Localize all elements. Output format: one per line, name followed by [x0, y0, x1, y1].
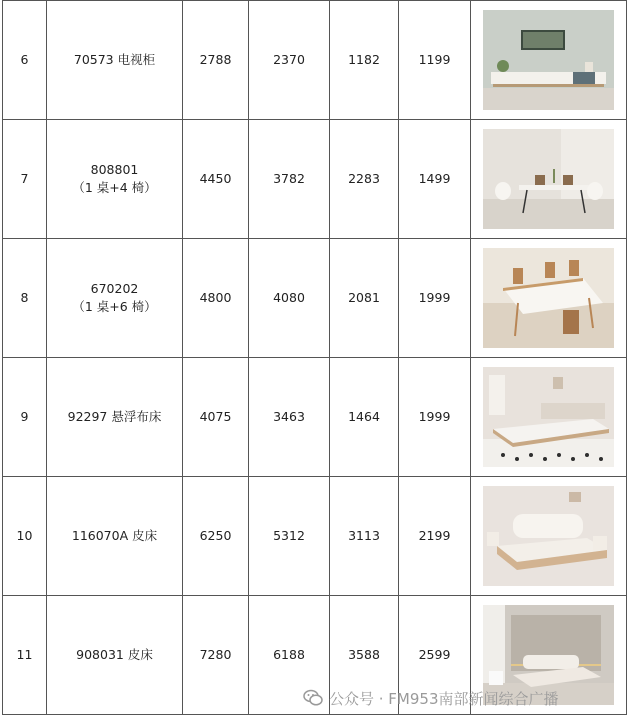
price-3: 2283: [330, 120, 399, 239]
price-table: [2, 0, 627, 715]
price-3: 2081: [330, 239, 399, 358]
price-1: 4800: [183, 239, 249, 358]
price-3: 1182: [330, 1, 399, 120]
price-3: 3588: [330, 596, 399, 715]
row-number: 11: [3, 596, 47, 715]
price-1: 7280: [183, 596, 249, 715]
price-2: 5312: [249, 477, 330, 596]
price-4: 2599: [399, 596, 471, 715]
price-4: 1499: [399, 120, 471, 239]
row-number: 8: [3, 239, 47, 358]
watermark: [303, 686, 559, 710]
product-name: 670202 （1 桌+6 椅）: [47, 239, 183, 358]
row-number: 10: [3, 477, 47, 596]
product-name: 116070A 皮床: [47, 477, 183, 596]
table-row: [3, 120, 627, 239]
price-2: 6188: [249, 596, 330, 715]
watermark-text: 公众号 · FM953南部新闻综合广播: [329, 689, 559, 708]
floating-fabric-bed-photo: [483, 367, 614, 467]
row-number: 9: [3, 358, 47, 477]
table-row: [3, 358, 627, 477]
dining-set-4-chairs-photo: [483, 129, 614, 229]
product-image-cell: [471, 1, 627, 120]
wechat-icon: [303, 689, 323, 707]
product-image-cell: [471, 120, 627, 239]
price-1: 2788: [183, 1, 249, 120]
price-1: 4450: [183, 120, 249, 239]
price-4: 1999: [399, 358, 471, 477]
product-name: 808801 （1 桌+4 椅）: [47, 120, 183, 239]
price-2: 4080: [249, 239, 330, 358]
row-number: 7: [3, 120, 47, 239]
product-name: 92297 悬浮布床: [47, 358, 183, 477]
row-number: 6: [3, 1, 47, 120]
price-2: 2370: [249, 1, 330, 120]
price-4: 2199: [399, 477, 471, 596]
dining-set-6-chairs-photo: [483, 248, 614, 348]
table-row: [3, 1, 627, 120]
product-name: 70573 电视柜: [47, 1, 183, 120]
table-row: [3, 239, 627, 358]
product-image-cell: [471, 239, 627, 358]
price-4: 1999: [399, 239, 471, 358]
table-row: [3, 477, 627, 596]
price-2: 3782: [249, 120, 330, 239]
price-1: 4075: [183, 358, 249, 477]
leather-bed-photo: [483, 486, 614, 586]
product-image-cell: [471, 477, 627, 596]
price-3: 1464: [330, 358, 399, 477]
price-1: 6250: [183, 477, 249, 596]
price-2: 3463: [249, 358, 330, 477]
tv-cabinet-photo: [483, 10, 614, 110]
price-3: 3113: [330, 477, 399, 596]
product-image-cell: [471, 358, 627, 477]
product-name: 908031 皮床: [47, 596, 183, 715]
price-4: 1199: [399, 1, 471, 120]
